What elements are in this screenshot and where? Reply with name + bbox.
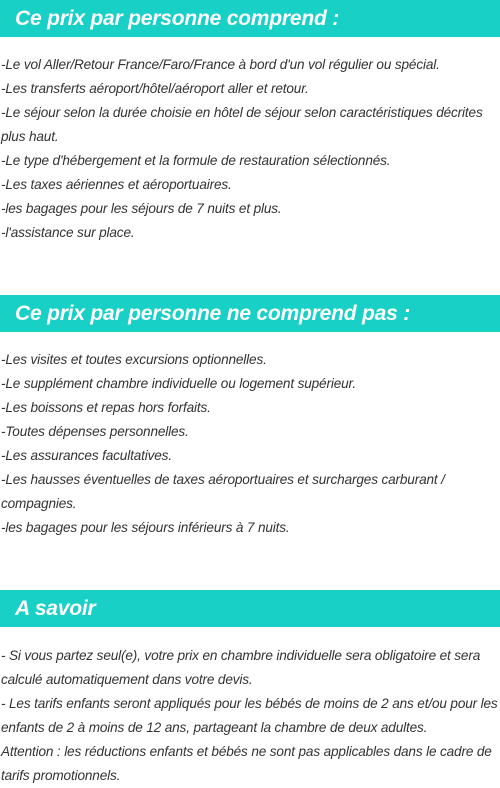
section-header-excludes xyxy=(0,295,500,332)
excludes-item: -Les assurances facultatives. xyxy=(1,448,172,463)
excludes-item: -Les boissons et repas hors forfaits. xyxy=(1,400,211,415)
section-header-includes xyxy=(0,0,500,37)
section-body-includes xyxy=(0,53,500,245)
info-item: - Les tarifs enfants seront appliqués pour les bébés de moins de 2 ans et/ou pour les enfants de 2 à moins de 12 ans, partageant la chambre de deux adultes. xyxy=(1,696,498,735)
includes-item: -Le séjour selon la durée choisie en hôtel de séjour selon caractéristiques décrites plus haut. xyxy=(1,105,483,144)
section-includes xyxy=(0,0,500,245)
info-item: - Si vous partez seul(e), votre prix en chambre individuelle sera obligatoire et sera calculé automatiquement dans votre devis. xyxy=(1,648,481,687)
section-header-info xyxy=(0,590,500,627)
section-info xyxy=(0,590,500,788)
section-title-includes: Ce prix par personne comprend : xyxy=(15,6,340,30)
section-body-excludes xyxy=(0,348,500,540)
section-excludes xyxy=(0,295,500,540)
includes-item: -Les transferts aéroport/hôtel/aéroport aller et retour. xyxy=(1,81,309,96)
excludes-item: -Toutes dépenses personnelles. xyxy=(1,424,189,439)
excludes-item: -Les hausses éventuelles de taxes aéroportuaires et surcharges carburant / compagnies. xyxy=(1,472,445,511)
excludes-item: -les bagages pour les séjours inférieurs à 7 nuits. xyxy=(1,520,290,535)
section-title-info: A savoir xyxy=(15,596,96,620)
section-title-excludes: Ce prix par personne ne comprend pas : xyxy=(15,301,410,325)
includes-item: -l'assistance sur place. xyxy=(1,225,135,240)
excludes-item: -Le supplément chambre individuelle ou logement supérieur. xyxy=(1,376,357,391)
includes-item: -les bagages pour les séjours de 7 nuits et plus. xyxy=(1,201,282,216)
section-body-info xyxy=(0,644,500,788)
includes-item: -Les taxes aériennes et aéroportuaires. xyxy=(1,177,232,192)
info-item: Attention : les réductions enfants et bébés ne sont pas applicables dans le cadre de tarifs promotionnels. xyxy=(1,744,492,783)
includes-item: -Le type d'hébergement et la formule de restauration sélectionnés. xyxy=(1,153,391,168)
excludes-item: -Les visites et toutes excursions optionnelles. xyxy=(1,352,267,367)
includes-item: -Le vol Aller/Retour France/Faro/France à bord d'un vol régulier ou spécial. xyxy=(1,57,440,72)
